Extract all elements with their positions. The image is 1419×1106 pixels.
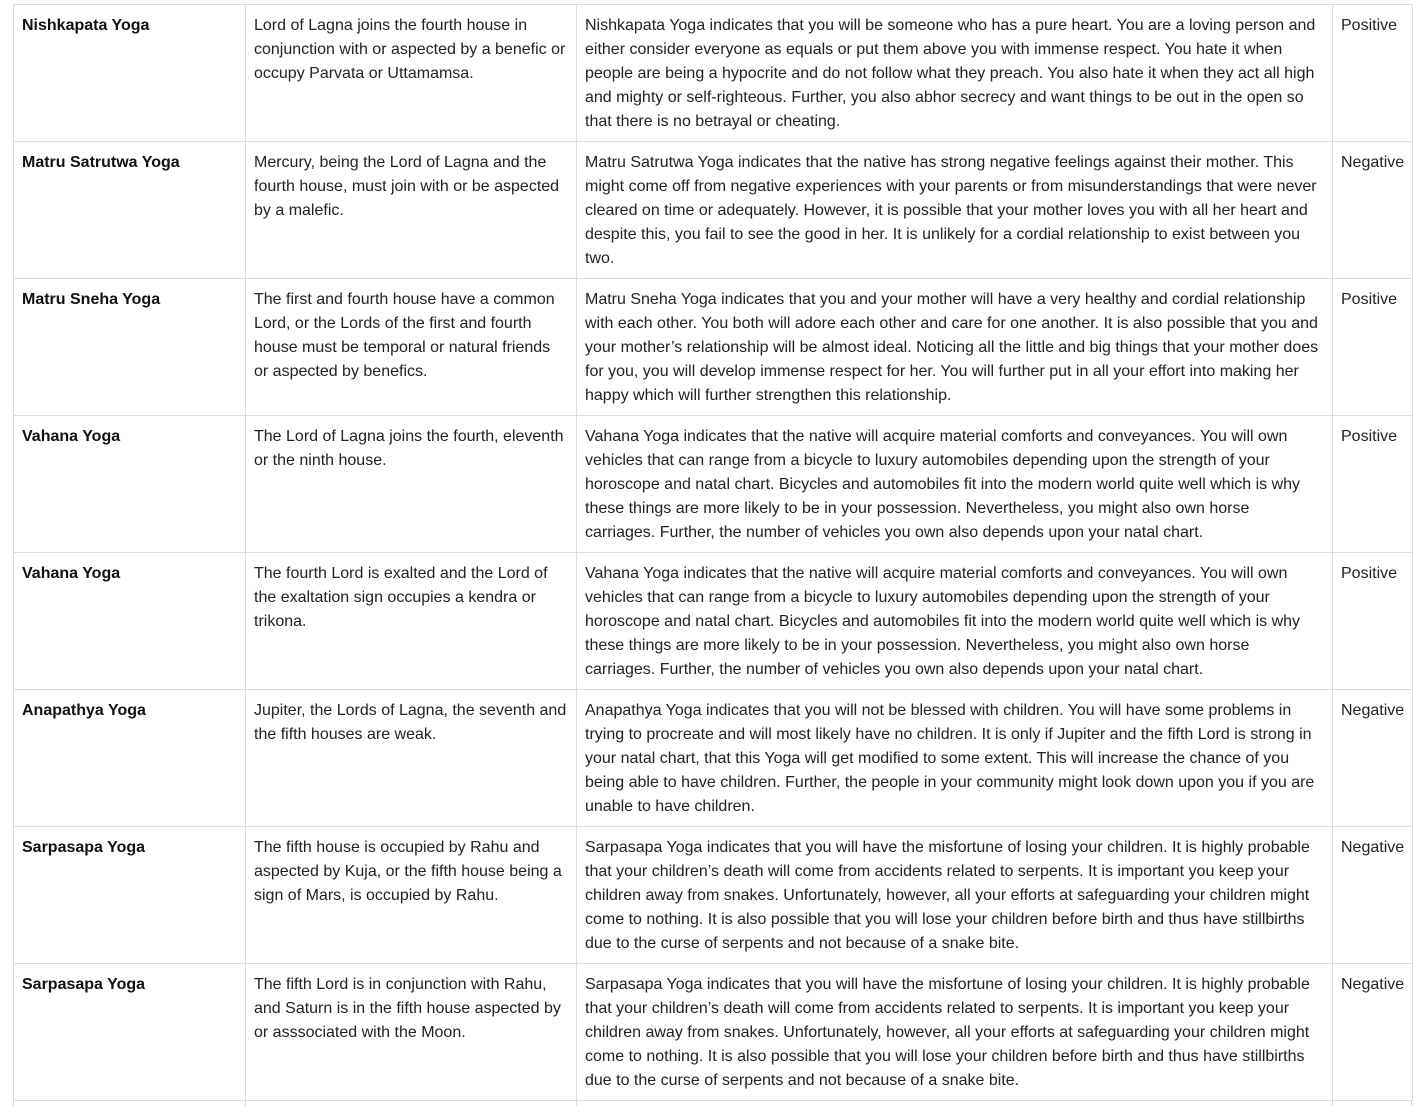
yoga-type: Positive: [1341, 291, 1398, 308]
yoga-name: Nishkapata Yoga: [22, 17, 150, 34]
row-divider: [13, 1101, 14, 1106]
next-row-edge: [13, 1100, 1412, 1106]
yoga-table: [13, 4, 1413, 1101]
yoga-type: Positive: [1341, 17, 1398, 34]
yoga-condition-cell: The fourth Lord is exalted and the Lord of the exaltation sign occupies a kendra or trikona.: [246, 553, 577, 690]
yoga-description-cell: Anapathya Yoga indicates that you will not be blessed with children. You will have some problems in trying to procreate and will most likely have no children. It is only if Jupiter and the fifth Lord is strong in your natal chart, that this Yoga will get modified to some extent. This will increase the chance of you being able to have children. Further, the people in your community might look down upon you if you are unable to have children.: [577, 690, 1333, 827]
yoga-condition-cell: The first and fourth house have a common Lord, or the Lords of the first and fourth house must be temporal or natural friends or aspected by benefics.: [246, 279, 577, 416]
yoga-type: Negative: [1341, 839, 1405, 856]
table-row: [14, 5, 1413, 142]
table-row: [14, 690, 1413, 827]
table-row: [14, 964, 1413, 1101]
yoga-name: Vahana Yoga: [22, 565, 121, 582]
yoga-type-cell: [1333, 5, 1413, 142]
yoga-name: Sarpasapa Yoga: [22, 976, 146, 993]
table-row: [14, 279, 1413, 416]
yoga-condition-cell: Lord of Lagna joins the fourth house in conjunction with or aspected by a benefic or occupy Parvata or Uttamamsa.: [246, 5, 577, 142]
yoga-name: Anapathya Yoga: [22, 702, 146, 719]
yoga-name-cell: [14, 142, 246, 279]
yoga-condition-cell: The fifth house is occupied by Rahu and aspected by Kuja, or the fifth house being a sign of Mars, is occupied by Rahu.: [246, 827, 577, 964]
yoga-type-cell: [1333, 279, 1413, 416]
yoga-type: Negative: [1341, 702, 1405, 719]
yoga-type-cell: [1333, 553, 1413, 690]
table-row: [14, 416, 1413, 553]
yoga-name: Matru Satrutwa Yoga: [22, 154, 180, 171]
yoga-type: Positive: [1341, 428, 1398, 445]
row-divider: [576, 1101, 577, 1106]
table-row: [14, 142, 1413, 279]
yoga-type: Positive: [1341, 565, 1398, 582]
row-divider: [245, 1101, 246, 1106]
yoga-type-cell: [1333, 416, 1413, 553]
table-row: [14, 827, 1413, 964]
table-row: [14, 553, 1413, 690]
yoga-table-body: [14, 5, 1413, 1101]
yoga-type: Negative: [1341, 976, 1405, 993]
yoga-description-cell: Nishkapata Yoga indicates that you will be someone who has a pure heart. You are a loving person and either consider everyone as equals or put them above you with immense respect. You hate it when people are being a hypocrite and do not follow what they preach. You also hate it when they act all high and mighty or self-righteous. Further, you also abhor secrecy and want things to be out in the open so that there is no betrayal or cheating.: [577, 5, 1333, 142]
yoga-name-cell: [14, 827, 246, 964]
yoga-name-cell: [14, 964, 246, 1101]
yoga-condition-cell: Jupiter, the Lords of Lagna, the seventh and the fifth houses are weak.: [246, 690, 577, 827]
row-divider: [1411, 1101, 1412, 1106]
yoga-type-cell: [1333, 964, 1413, 1101]
yoga-type-cell: [1333, 142, 1413, 279]
yoga-name-cell: [14, 5, 246, 142]
row-divider: [1332, 1101, 1333, 1106]
yoga-name: Vahana Yoga: [22, 428, 121, 445]
yoga-type-cell: [1333, 827, 1413, 964]
yoga-description-cell: Matru Satrutwa Yoga indicates that the native has strong negative feelings against their mother. This might come off from negative experiences with your parents or from misunderstandings that were never cleared on time or adequately. However, it is possible that your mother loves you with all her heart and despite this, you fail to see the good in her. It is unlikely for a cordial relationship to exist between you two.: [577, 142, 1333, 279]
yoga-type-cell: [1333, 690, 1413, 827]
yoga-name-cell: [14, 416, 246, 553]
yoga-condition-cell: The Lord of Lagna joins the fourth, eleventh or the ninth house.: [246, 416, 577, 553]
yoga-name: Sarpasapa Yoga: [22, 839, 146, 856]
yoga-name-cell: [14, 553, 246, 690]
yoga-condition-cell: Mercury, being the Lord of Lagna and the fourth house, must join with or be aspected by a malefic.: [246, 142, 577, 279]
yoga-description-cell: Vahana Yoga indicates that the native will acquire material comforts and conveyances. You will own vehicles that can range from a bicycle to luxury automobiles depending upon the strength of your horoscope and natal chart. Bicycles and automobiles fit into the modern world quite well which is why these things are more likely to be in your possession. Nevertheless, you might also own horse carriages. Further, the number of vehicles you own also depends upon your natal chart.: [577, 416, 1333, 553]
yoga-description-cell: Sarpasapa Yoga indicates that you will have the misfortune of losing your children. It is highly probable that your children’s death will come from accidents related to serpents. It is important you keep your children away from snakes. Unfortunately, however, all your efforts at safeguarding your children might come to nothing. It is also possible that you will lose your children before birth and thus have stillbirths due to the curse of serpents and not because of a snake bite.: [577, 964, 1333, 1101]
yoga-name-cell: [14, 279, 246, 416]
yoga-description-cell: Sarpasapa Yoga indicates that you will have the misfortune of losing your children. It is highly probable that your children’s death will come from accidents related to serpents. It is important you keep your children away from snakes. Unfortunately, however, all your efforts at safeguarding your children might come to nothing. It is also possible that you will lose your children before birth and thus have stillbirths due to the curse of serpents and not because of a snake bite.: [577, 827, 1333, 964]
yoga-description-cell: Vahana Yoga indicates that the native will acquire material comforts and conveyances. You will own vehicles that can range from a bicycle to luxury automobiles depending upon the strength of your horoscope and natal chart. Bicycles and automobiles fit into the modern world quite well which is why these things are more likely to be in your possession. Nevertheless, you might also own horse carriages. Further, the number of vehicles you own also depends upon your natal chart.: [577, 553, 1333, 690]
yoga-name-cell: [14, 690, 246, 827]
yoga-description-cell: Matru Sneha Yoga indicates that you and your mother will have a very healthy and cordial relationship with each other. You both will adore each other and care for one another. It is also possible that you and your mother’s relationship will be almost ideal. Noticing all the little and big things that your mother does for you, you will develop immense respect for her. You will further put in all your effort into making her happy which will further strengthen this relationship.: [577, 279, 1333, 416]
yoga-condition-cell: The fifth Lord is in conjunction with Rahu, and Saturn is in the fifth house aspected by or asssociated with the Moon.: [246, 964, 577, 1101]
yoga-type: Negative: [1341, 154, 1405, 171]
yoga-name: Matru Sneha Yoga: [22, 291, 161, 308]
